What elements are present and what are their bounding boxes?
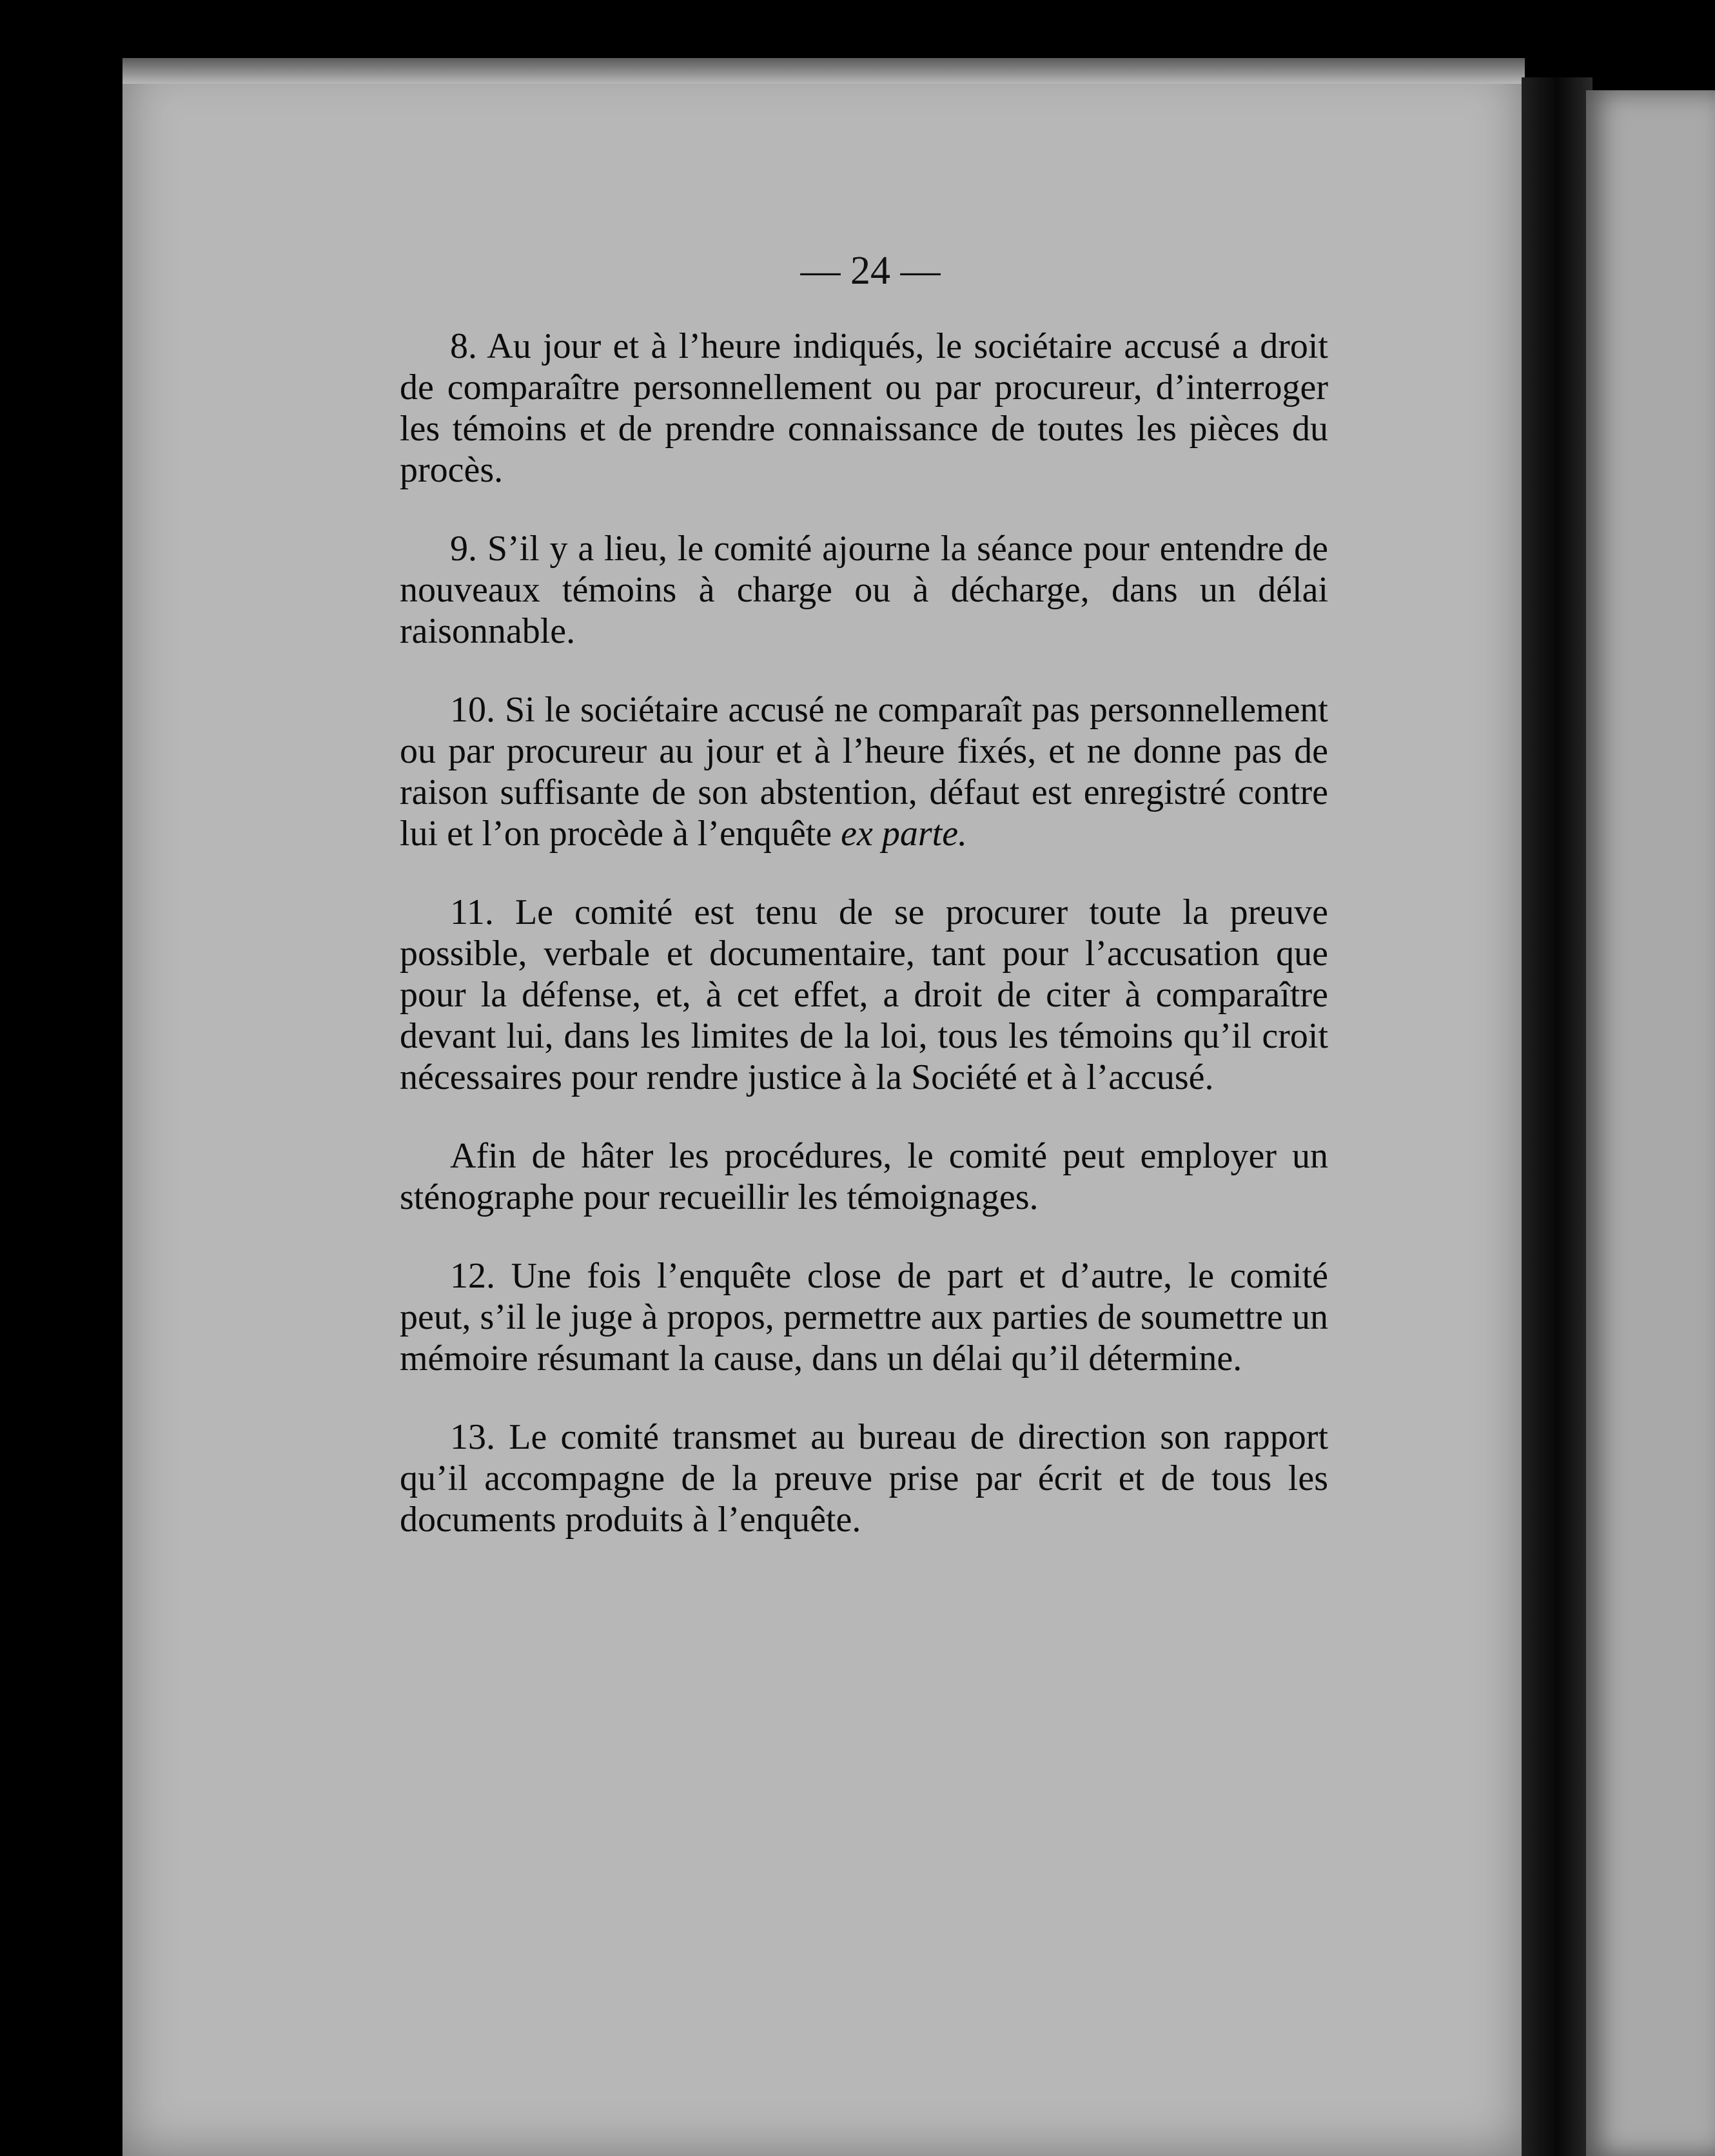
article-13 <box>400 1416 1328 1540</box>
article-number: 8. <box>450 326 477 366</box>
article-11-continuation: Afin de hâter les procédures, le comité peut employer un sténographe pour recueillir les témoignages. <box>400 1136 1328 1217</box>
page-number: — 24 — <box>800 249 941 293</box>
article-11 <box>400 892 1328 1098</box>
article-text: Une fois l’enquête close de part et d’autre, le comité peut, s’il le juge à propos, permettre aux parties de soumettre un mémoire résumant la cause, dans un délai qu’il détermine. <box>400 1256 1329 1378</box>
article-number: 12. <box>450 1256 495 1296</box>
article-8 <box>400 326 1328 491</box>
article-12 <box>400 1255 1328 1379</box>
page-body <box>400 326 1328 1578</box>
book-binding <box>1522 77 1592 2156</box>
article-italic-tail: ex parte. <box>841 814 968 854</box>
article-text: Au jour et à l’heure indiqués, le sociétaire accusé a droit de comparaître personnellement ou par procureur, d’interroger les témoins et de prendre connaissance de toutes les pièces du procès. <box>400 326 1328 490</box>
article-text: Le comité est tenu de se procurer toute la preuve possible, verbale et documentaire, tant pour l’accusation que pour la défense, et, à cet effet, a droit de citer à comparaître devant lui, dans les limites de la loi, tous les témoins qu’il croit nécessaires pour rendre justice à la Société et à l’accusé. <box>400 892 1328 1097</box>
article-number: 9. <box>450 529 477 569</box>
adjacent-page-edge <box>1586 90 1715 2156</box>
article-10 <box>400 689 1328 854</box>
article-text: S’il y a lieu, le comité ajourne la séance pour entendre de nouveaux témoins à charge ou à décharge, dans un délai raisonnable. <box>400 529 1328 651</box>
article-text: Le comité transmet au bureau de direction son rapport qu’il accompagne de la preuve prise par écrit et de tous les documents produits à l’enquête. <box>400 1417 1328 1540</box>
article-text: Si le sociétaire accusé ne comparaît pas personnellement ou par procureur au jour et à l’heure fixés, et ne donne pas de raison suffisante de son abstention, défaut est enregistré contre lui et l’on procède à l’enquête <box>400 690 1328 854</box>
article-number: 13. <box>450 1417 495 1457</box>
article-number: 11. <box>450 892 494 932</box>
article-9 <box>400 528 1328 652</box>
article-number: 10. <box>450 690 495 730</box>
page-top-edge <box>122 58 1525 84</box>
